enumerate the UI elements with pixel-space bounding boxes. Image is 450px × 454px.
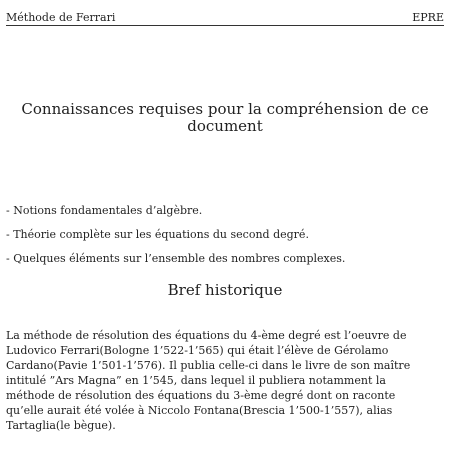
- list-item: - Quelques éléments sur l’ensemble des nombres complexes.: [6, 252, 346, 265]
- paragraph-line: Cardano(Pavie 1’501-1’576). Il publia celle-ci dans le livre de son maître: [6, 359, 411, 372]
- paragraph-line: Ludovico Ferrari(Bologne 1’522-1’565) qui était l’élève de Gérolamo: [6, 344, 389, 357]
- prerequisites-list: [6, 205, 345, 277]
- list-item: - Notions fondamentales d’algèbre.: [6, 204, 203, 217]
- list-item: - Théorie complète sur les équations du second degré.: [6, 228, 309, 241]
- prerequisites-heading-line-1: Connaissances requises pour la compréhension de ce: [21, 100, 429, 118]
- paragraph-line: qu’elle aurait été volée à Niccolo Fontana(Brescia 1’500-1’557), alias: [6, 404, 393, 417]
- header-tag: EPRE: [412, 11, 444, 24]
- history-paragraph: [6, 328, 410, 433]
- page-header: [6, 4, 444, 26]
- history-heading: Bref historique: [167, 281, 283, 299]
- paragraph-line: méthode de résolution des équations du 3-ème degré dont on raconte: [6, 389, 396, 402]
- prerequisites-heading-line-2: document: [187, 117, 263, 135]
- prerequisites-heading: [20, 101, 430, 135]
- paragraph-line: intitulé ”Ars Magna” en 1’545, dans lequel il publiera notamment la: [6, 374, 386, 387]
- header-document-title: Méthode de Ferrari: [6, 11, 116, 24]
- paragraph-line: Tartaglia(le bègue).: [6, 419, 116, 432]
- paragraph-line: La méthode de résolution des équations du 4-ème degré est l’oeuvre de: [6, 329, 407, 342]
